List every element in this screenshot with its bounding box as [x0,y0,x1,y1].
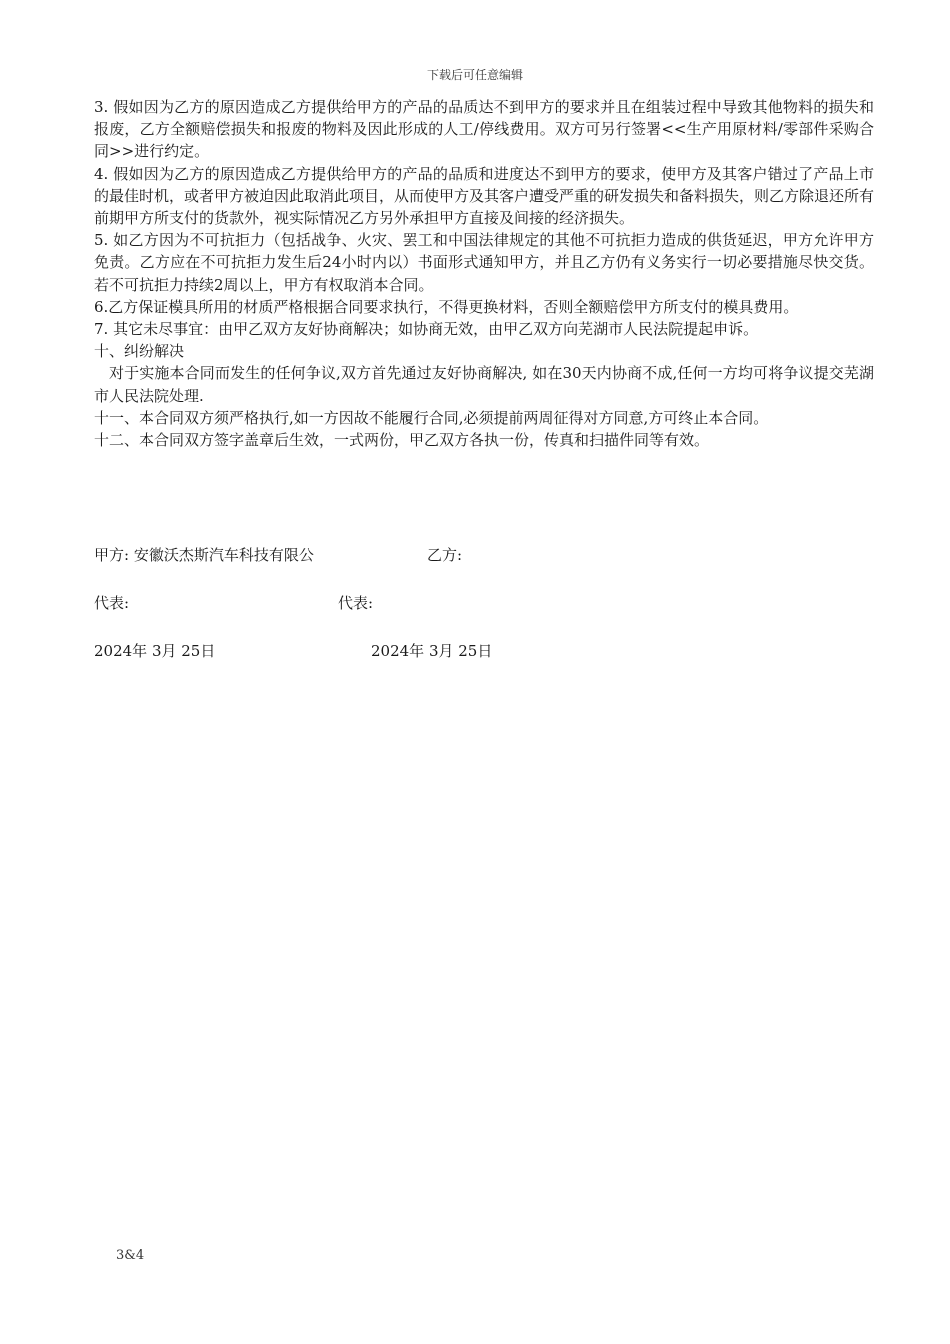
date-row [94,640,874,662]
date-a: 2024年 3月 25日 [94,642,216,660]
clause-7: 7. 其它未尽事宜：由甲乙双方友好协商解决；如协商无效，由甲乙双方向芜湖市人民法院提起申诉。 [94,320,759,339]
contract-body [94,96,874,451]
page-number: 3&4 [116,1248,145,1263]
clause-6: 6.乙方保证模具所用的材质严格根据合同要求执行，不得更换材料，否则全额赔偿甲方所支付的模具费用。 [94,297,799,316]
section-11: 十一、本合同双方须严格执行,如一方因故不能履行合同,必须提前两周征得对方同意,方可终止本合同。 [94,408,769,427]
section-10-text: 对于实施本合同而发生的任何争议,双方首先通过友好协商解决, 如在30天内协商不成,任何一方均可将争议提交芜湖市人民法院处理. [94,364,874,405]
party-a-label: 甲方: 安徽沃杰斯汽车科技有限公 [94,546,314,564]
representative-row [94,592,874,614]
clause-3: 3. 假如因为乙方的原因造成乙方提供给甲方的产品的品质达不到甲方的要求并且在组装过程中导致其他物料的损失和报废，乙方全额赔偿损失和报废的物料及因此形成的人工/停线费用。双方可另行签署<<生产用原材料/零部件采购合同>>进行约定。 [94,98,874,161]
clause-5: 5. 如乙方因为不可抗拒力（包括战争、火灾、罢工和中国法律规定的其他不可抗拒力造成的供货延迟，甲方允许甲方免责。乙方应在不可抗拒力发生后24小时内以）书面形式通知甲方，并且乙方仍有义务实行一切必要措施尽快交货。若不可抗拒力持续2周以上，甲方有权取消本合同。 [94,231,874,294]
signature-block [94,544,874,688]
party-row [94,544,874,566]
rep-b-label: 代表: [338,594,374,612]
header-note: 下载后可任意编辑 [426,68,523,82]
section-12: 十二、本合同双方签字盖章后生效，一式两份，甲乙双方各执一份，传真和扫描件同等有效。 [94,431,710,450]
date-b: 2024年 3月 25日 [371,642,493,660]
clause-4: 4. 假如因为乙方的原因造成乙方提供给甲方的产品的品质和进度达不到甲方的要求，使甲方及其客户错过了产品上市的最佳时机，或者甲方被迫因此取消此项目，从而使甲方及其客户遭受严重的研发损失和备料损失，则乙方除退还所有前期甲方所支付的货款外，视实际情况乙方另外承担甲方直接及间接的经济损失。 [94,164,875,228]
party-b-label: 乙方: [427,546,463,564]
section-10-heading: 十、纠纷解决 [94,342,185,361]
rep-a-label: 代表: [94,594,130,612]
